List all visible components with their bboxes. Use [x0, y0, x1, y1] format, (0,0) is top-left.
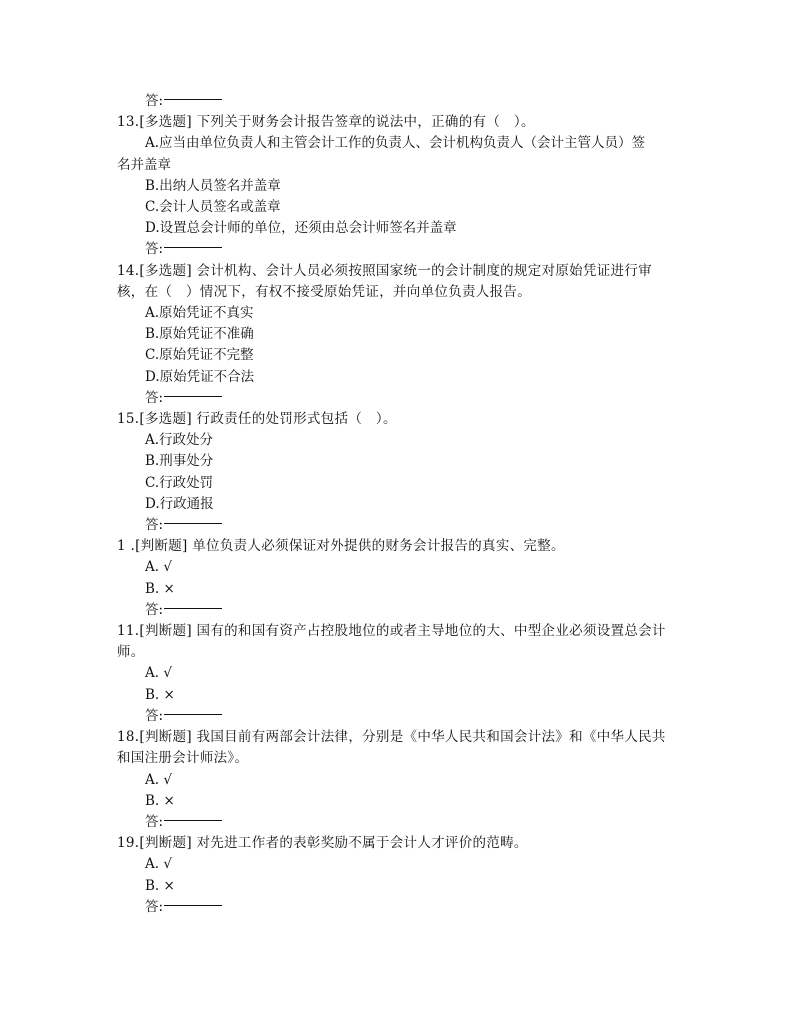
answer-label: 答:: [145, 389, 164, 406]
answer-label: 答:: [145, 813, 164, 830]
option-true: A. √: [145, 559, 172, 576]
answer-label: 答:: [145, 707, 164, 724]
answer-blank[interactable]: [164, 396, 222, 397]
question-type: [判断题]: [139, 623, 192, 640]
option-a: A.应当由单位负责人和主管会计工作的负责人、会计机构负责人（会计主管人员）签: [145, 135, 646, 152]
question-number: 14.: [117, 262, 140, 279]
answer-blank[interactable]: [164, 714, 222, 715]
question-type: [判断题]: [139, 729, 192, 746]
question-number: 18.: [117, 729, 140, 746]
question-text: 国有的和国有资产占控股地位的或者主导地位的大、中型企业必须设置总会计师。: [117, 623, 666, 661]
question-type: [多选题]: [139, 411, 192, 428]
answer-line: [117, 600, 677, 621]
question-type: [判断题]: [139, 835, 192, 852]
question-stem: [117, 112, 677, 133]
question-text: 对先进工作者的表彰奖励不属于会计人才评价的范畴。: [196, 835, 528, 852]
answer-blank[interactable]: [164, 523, 222, 524]
option-c: C.会计人员签名或盖章: [145, 199, 281, 216]
option-true: A. √: [145, 856, 172, 873]
option-false: B. ×: [145, 792, 175, 809]
option-false: B. ×: [145, 686, 175, 703]
answer-label: 答:: [145, 898, 164, 915]
option-false: B. ×: [145, 877, 175, 894]
option-d: D.设置总会计师的单位，还须由总会计师签名并盖章: [145, 220, 457, 237]
question-stem: [117, 727, 677, 769]
option-a: A.行政处分: [145, 432, 214, 449]
question-text: 单位负责人必须保证对外提供的财务会计报告的真实、完整。: [192, 538, 565, 555]
answer-blank[interactable]: [164, 905, 222, 906]
answer-line: [117, 812, 677, 833]
question-number: 1 .: [117, 538, 136, 555]
answer-label: 答:: [145, 241, 164, 258]
answer-blank[interactable]: [164, 608, 222, 609]
answer-label: 答:: [145, 601, 164, 618]
option-c: C.行政处罚: [145, 474, 214, 491]
question-text: 行政责任的处罚形式包括（ ）。: [196, 411, 397, 428]
question-number: 19.: [117, 835, 140, 852]
question-block: [117, 91, 677, 112]
question-block: [117, 536, 677, 621]
answer-line: [117, 239, 677, 260]
question-stem: [117, 536, 677, 557]
question-stem: [117, 621, 677, 663]
question-type: [多选题]: [139, 262, 192, 279]
option-false: B. ×: [145, 580, 175, 597]
answer-line: [117, 91, 677, 112]
option-d: D.行政通报: [145, 495, 214, 512]
answer-label: 答:: [145, 517, 164, 534]
question-number: 11.: [117, 623, 140, 640]
option-a-continuation: 名并盖章: [117, 156, 171, 173]
option-true: A. √: [145, 771, 172, 788]
question-text: 我国目前有两部会计法律，分别是《中华人民共和国会计法》和《中华人民共和国注册会计师法》。: [117, 729, 666, 767]
option-b: B.原始凭证不准确: [145, 326, 254, 343]
option-a: A.原始凭证不真实: [145, 305, 254, 322]
question-type: [判断题]: [135, 538, 188, 555]
answer-line: [117, 706, 677, 727]
answer-line: [117, 388, 677, 409]
question-block: [117, 833, 677, 918]
answer-blank[interactable]: [164, 99, 222, 100]
question-block: [117, 261, 677, 409]
question-text: 会计机构、会计人员必须按照国家统一的会计制度的规定对原始凭证进行审核，在（ ）情况下，有权不接受原始凭证，并向单位负责人报告。: [117, 262, 652, 300]
answer-blank[interactable]: [164, 820, 222, 821]
answer-label: 答:: [145, 93, 164, 109]
question-block: [117, 112, 677, 260]
question-stem: [117, 833, 677, 854]
question-stem: [117, 409, 677, 430]
question-number: 15.: [117, 411, 140, 428]
option-true: A. √: [145, 665, 172, 682]
question-text: 下列关于财务会计报告签章的说法中，正确的有（ ）。: [196, 114, 535, 131]
question-block: [117, 409, 677, 536]
answer-line: [117, 897, 677, 918]
question-list: [117, 91, 677, 918]
question-block: [117, 727, 677, 833]
option-d: D.原始凭证不合法: [145, 368, 255, 385]
option-b: B.刑事处分: [145, 453, 214, 470]
question-type: [多选题]: [139, 114, 192, 131]
option-c: C.原始凭证不完整: [145, 347, 254, 364]
answer-line: [117, 515, 677, 536]
option-b: B.出纳人员签名并盖章: [145, 177, 281, 194]
question-stem: [117, 261, 677, 303]
question-number: 13.: [117, 114, 140, 131]
answer-blank[interactable]: [164, 247, 222, 248]
question-block: [117, 621, 677, 727]
